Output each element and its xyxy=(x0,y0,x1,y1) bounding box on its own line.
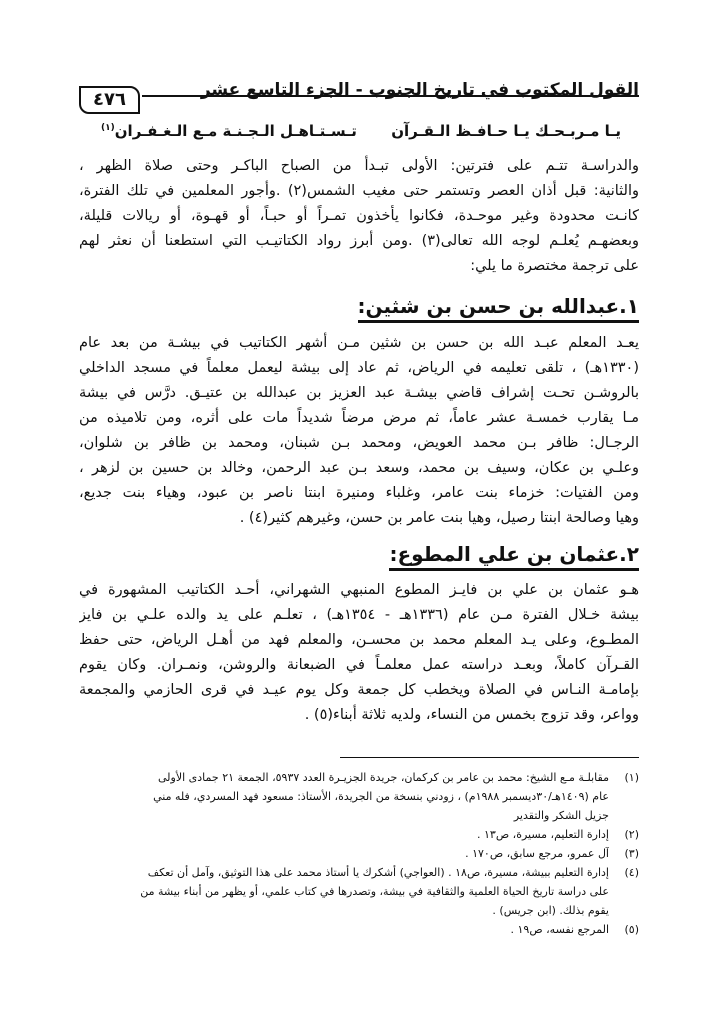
intro-paragraph xyxy=(79,154,639,279)
footnote-text xyxy=(79,768,609,825)
page-number: ٤٧٦ xyxy=(79,86,140,114)
section-1-title-text: ١.عبدالله بن حسن بن شثين: xyxy=(358,294,639,323)
verse-second-text: تـسـتـاهـل الـجـنـة مـع الـغـفـران xyxy=(114,122,357,140)
footnote-number: (٤) xyxy=(624,866,639,879)
verse-first-hemistich: يـا مـربـحـك يـا حـافـظ الـقـرآن xyxy=(391,122,621,140)
section-2-line: هـو عثمان بن علي بن فايـز المطوع المنبهي الشهراني، أحـد الكتاتيب المشهورة في xyxy=(79,582,639,598)
footnote-text xyxy=(79,844,609,863)
footnote-separator xyxy=(340,757,639,758)
section-1-line: بالروشـن تحـت إشراف قاضي بيشـة عبد العزيز بن عبدالله بن عتيـق. درَّس في بيشة xyxy=(79,385,639,401)
section-1-line: وهيا وصالحة ابنتا رصيل، وهيا بنت عامر بن حسن، وغيرهم كثير(٤) . xyxy=(239,510,639,526)
footnote-number: (٢) xyxy=(624,828,639,841)
poem-verse xyxy=(101,122,621,140)
footnote-line: على دراسة تاريخ الحياة العلمية والثقافية في بيشة، وتصدرها في كتاب علمي، أو يظهر من أبناء بيشة من xyxy=(140,885,609,898)
section-2-line: بإمامـة النـاس في الصلاة ويخطب كل جمعة وكل يوم عيـد في قرى الحازمي والمجمعة xyxy=(79,682,639,698)
footnote-item xyxy=(79,920,639,939)
footnote-item xyxy=(79,863,639,920)
section-1-line: مـا يقارب خمسـة عشر عاماً، ثم مرض مرضاً شديداً مات على أثره، ومن تلاميذه من xyxy=(79,410,639,426)
footnote-line: إدارة التعليم ببيشة، مسيرة، ص١٨ . (العواجي) أشكرك يا أستاذ محمد على هذا التوثيق، وآمل أن تعكف xyxy=(147,866,609,879)
footnote-item xyxy=(79,844,639,863)
footnote-line: إدارة التعليم، مسيرة، ص١٣ . xyxy=(477,828,609,841)
section-2-line: بيشة خـلال الفترة مـن عام (١٣٣٦هـ - ١٣٥٤هـ) ، تعلـم على يد والده علـي بن فايز xyxy=(79,607,639,623)
footnote-text xyxy=(79,920,609,939)
footnote-number: (٣) xyxy=(624,847,639,860)
intro-line: على ترجمة مختصرة ما يلي: xyxy=(470,258,639,274)
section-1-line: وعلـي بن عكان، وسيف بن محمد، وسعد بـن عبد الرحمن، وخالد بن حسين بن لزهر ، xyxy=(79,460,639,476)
section-2-line: المطـوع، وعلى يـد المعلم محمد بن محسـن، والمعلم فهد من أهـل الرياض، حتى حفظ xyxy=(79,632,639,648)
footnote-ref-1: (١) xyxy=(101,123,115,133)
intro-line: كانـت محدودة وغير موحـدة، فكانوا يأخذون تمـراً أو حبـاً، أو قهـوة، أو ريالات قليلة، xyxy=(79,208,639,224)
footnote-text xyxy=(79,825,609,844)
header-rule xyxy=(142,95,639,97)
section-1-line: (١٣٣٠هـ) ، تلقى تعليمه في الرياض، ثم عاد إلى بيشة ليعمل معلماً في مسجد الداخلي xyxy=(79,360,639,376)
section-1-body xyxy=(79,331,639,531)
section-2-line: القـرآن كاملاً، وبعـد دراسته عمل معلمـاً في الضبعانة والروشن، ونمـران. وكان يقوم xyxy=(79,657,639,673)
footnote-line: عام (١٤٠٩هـ/٣٠ديسمبر ١٩٨٨م) ، زودني بنسخة من الجريدة، الأستاذ: مسعود فهد المسردي، فله مني xyxy=(153,790,609,803)
intro-line: وبعضهـم يُعلـم لوجه الله تعالى(٣) .ومن أبرز رواد الكتاتيـب التي استطعنا أن نعثر لهم xyxy=(79,233,639,249)
section-2-title xyxy=(389,542,639,566)
section-2-line: وواعر، وقد تزوج بخمس من النساء، ولديه ثلاثة أبناء(٥) . xyxy=(304,707,639,723)
section-1-line: ومن الفتيات: خزماء بنت عامر، وغلباء ومنيرة ابنتا ناصر بن عبود، وهياء بنت جديع، xyxy=(79,485,639,501)
footnote-text xyxy=(79,863,609,920)
intro-line: والثانية: قبل أذان العصر وتستمر حتى مغيب الشمس(٢) .وأجور المعلمين في تلك الفترة، xyxy=(79,183,639,199)
intro-line: والدراسـة تتـم على فترتين: الأولى تبـدأ من الصباح الباكـر وحتى صلاة الظهر ، xyxy=(79,158,639,174)
footnotes xyxy=(79,768,639,939)
footnote-number: (٥) xyxy=(624,923,639,936)
footnote-item xyxy=(79,825,639,844)
section-1-line: يعـد المعلم عبـد الله بن حسن بن شثين مـن أشهر الكتاتيب في بيشـة من بعد عام xyxy=(79,335,639,351)
section-2-title-text: ٢.عثمان بن علي المطوع: xyxy=(389,542,639,571)
footnote-number: (١) xyxy=(624,771,639,784)
section-2-body xyxy=(79,578,639,728)
footnote-line: جزيل الشكر والتقدير xyxy=(513,809,609,822)
section-1-line: الرجـال: ظافر بـن محمد العويض، ومحمد بـن شبنان، ومحمد بن ظافر بن شلوان، xyxy=(79,435,639,451)
verse-second-hemistich xyxy=(101,122,357,140)
running-header-title: القول المكتوب في تاريخ الجنوب - الجزء التاسع عشر xyxy=(200,80,639,100)
footnote-line: المرجع نفسه، ص١٩ . xyxy=(510,923,609,936)
footnote-line: آل عمرو، مرجع سابق، ص١٧٠ . xyxy=(465,847,609,860)
footnote-item xyxy=(79,768,639,825)
footnote-line: مقابلـة مـع الشيخ: محمد بن عامر بن كركمان، جريدة الجزيـرة العدد ٥٩٣٧، الجمعة ٢١ جمادى الأولى xyxy=(158,771,609,784)
footnote-line: يقوم بذلك. (ابن جريس) . xyxy=(492,904,609,917)
section-1-title xyxy=(358,294,639,318)
